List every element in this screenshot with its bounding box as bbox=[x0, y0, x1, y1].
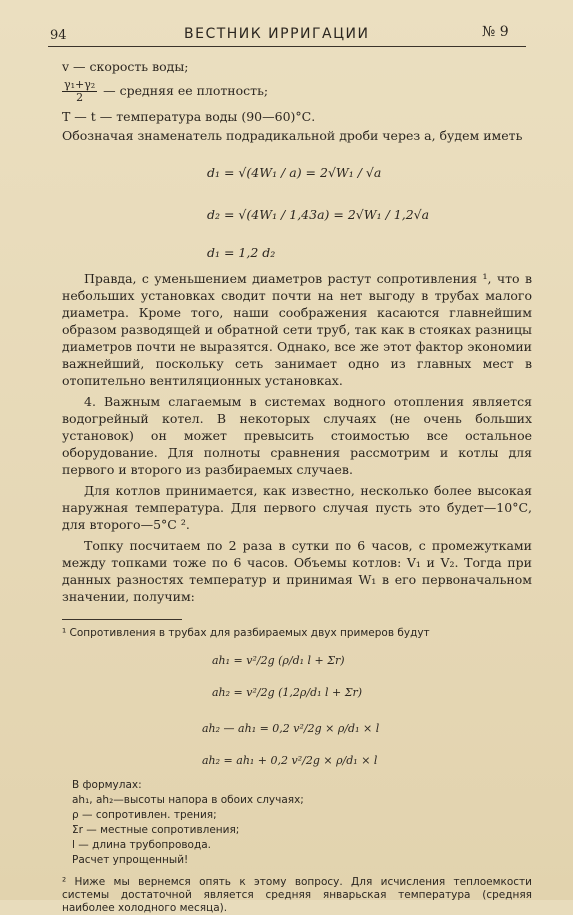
header-rule bbox=[48, 46, 526, 47]
running-header bbox=[0, 22, 573, 46]
def-local: Σr — местные сопротивления; bbox=[72, 824, 240, 836]
in-formulas-label: В формулах: bbox=[72, 779, 142, 791]
issue-number: № 9 bbox=[482, 24, 509, 40]
def-friction: ρ — сопротивлен. трения; bbox=[72, 809, 217, 821]
definition-density: $\frac{\text{γ₁+γ₂}}{2}$ — средняя ее плотность; bbox=[64, 78, 269, 104]
footnote-1-intro: ¹ Сопротивления в трубах для разбираемых двух примеров будут bbox=[62, 627, 430, 639]
formula-ah1: ah₁ = v²/2g (ρ/d₁ l + Σr) bbox=[212, 654, 345, 667]
equation-d1-d2: d₁ = 1,2 d₂ bbox=[207, 245, 276, 260]
equation-d2: d₂ = √(4W₁ / 1,43a) = 2√W₁ / 1,2√a bbox=[207, 207, 430, 222]
footnote-rule bbox=[62, 619, 182, 620]
formula-ah2-sum: ah₂ = ah₁ + 0,2 v²/2g × ρ/d₁ × l bbox=[202, 754, 378, 767]
lead-sentence: Обозначая знаменатель подрадикальной дроби через a, будем иметь bbox=[62, 128, 523, 143]
paragraph-boiler: 4. Важным слагаемым в системах водного отопления является водогрейный котел. В некоторых случаях (не очень больших установок) он может превысить стоимостью все остальное оборудование. Для полноты сравнения рассмотрим и котлы для первого и второго из разбираемых случаев. bbox=[62, 394, 532, 477]
density-fraction: $\frac{\text{γ₁+γ₂}}{2}$ bbox=[64, 78, 96, 104]
footnote-1-formulas bbox=[62, 640, 532, 778]
formula-difference: ah₂ — ah₁ = 0,2 v²/2g × ρ/d₁ × l bbox=[202, 722, 380, 735]
equation-d1: d₁ = √(4W₁ / a) = 2√W₁ / √a bbox=[207, 165, 382, 180]
journal-title: ВЕСТНИК ИРРИГАЦИИ bbox=[184, 26, 370, 42]
paragraph-temperature: Для котлов принимается, как известно, несколько более высокая наружная температура. Для первого случая пусть это будет—10°С, для второго—5°С ². bbox=[62, 483, 532, 532]
article-body bbox=[62, 58, 532, 915]
formula-definitions bbox=[72, 778, 532, 868]
def-length: l — длина трубопровода. bbox=[72, 839, 212, 851]
definition-temperature: T — t — температура воды (90—60)°С. bbox=[62, 109, 316, 124]
page-number: 94 bbox=[50, 28, 67, 43]
footnote-2: ² Ниже мы вернемся опять к этому вопросу. Для исчисления теплоемкости системы достаточной является средняя январьская температура (средняя наиболее холодного месяца). bbox=[62, 876, 532, 914]
definition-v: v — скорость воды; bbox=[62, 59, 189, 74]
equation-block bbox=[62, 148, 532, 264]
formula-ah2: ah₂ = v²/2g (1,2ρ/d₁ l + Σr) bbox=[212, 686, 363, 699]
paragraph-resistance: Правда, с уменьшением диаметров растут сопротивления ¹, что в небольших установках сводит почти на нет выгоду в трубах малого диаметра. Кроме того, наши соображения касаются главнейшим образом разводящей и обратной сети труб, так как в стояках разницы диаметров почти не выразятся. Однако, все же этот фактор экономии важнейший, поскольку сеть занимает одно из главных мест в отопительно вентиляционных установках. bbox=[62, 271, 532, 388]
def-simplified: Расчет упрощенный! bbox=[72, 854, 189, 866]
def-heads: ah₁, ah₂—высоты напора в обоих случаях; bbox=[72, 794, 304, 806]
paragraph-firing: Топку посчитаем по 2 раза в сутки по 6 часов, с промежутками между топками тоже по 6 часов. Объемы котлов: V₁ и V₂. Тогда при данных разностях температур и принимая W₁ в его первоначальном значении, получим: bbox=[62, 538, 532, 604]
